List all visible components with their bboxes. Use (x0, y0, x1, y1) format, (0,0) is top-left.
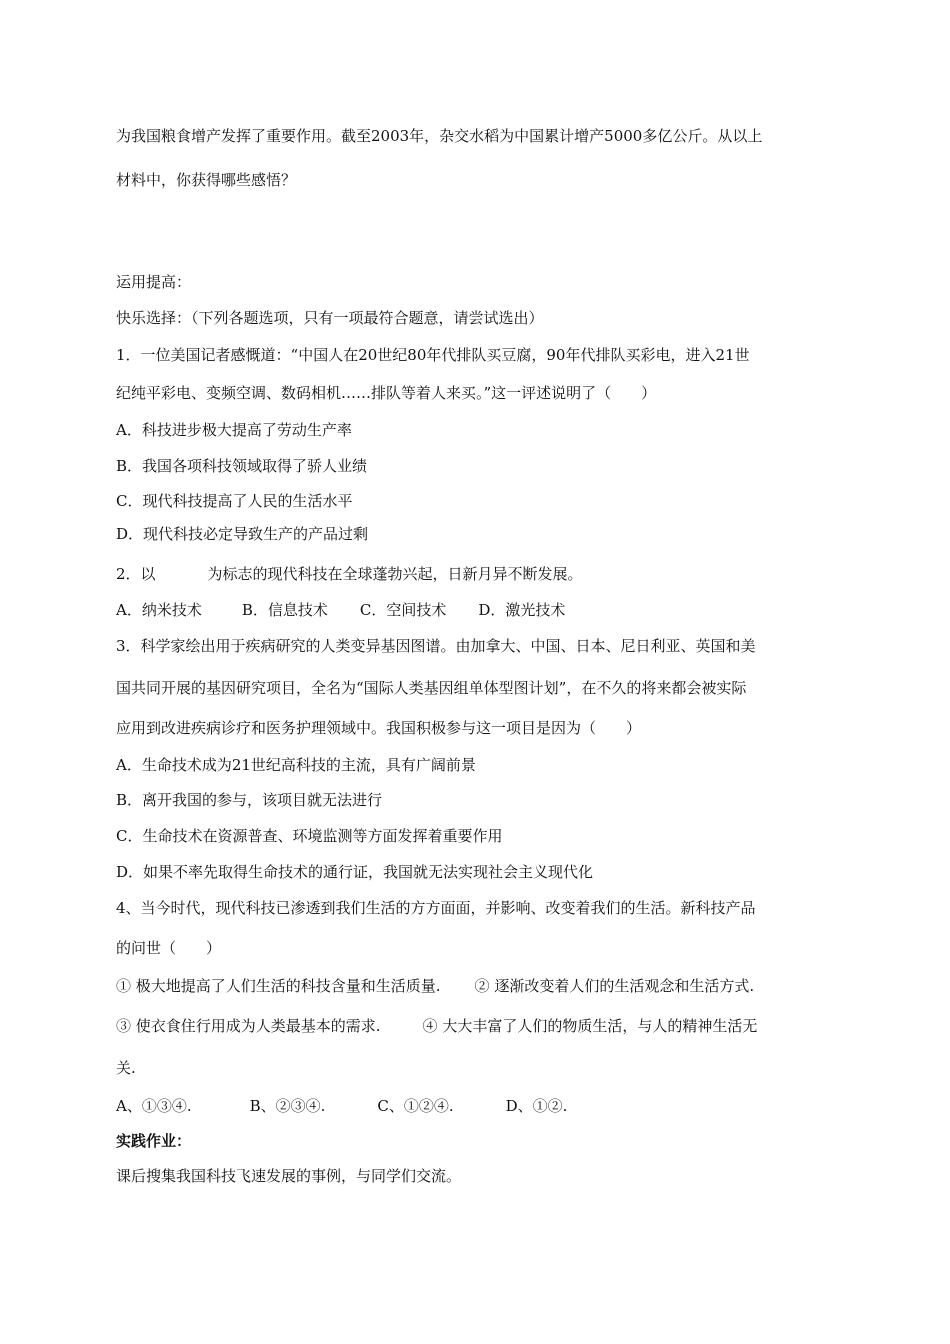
q4-statements-3-4 (116, 1016, 757, 1036)
q1-stem-line-1: 1．一位美国记者感慨道：“中国人在20世纪80年代排队买豆腐，90年代排队买彩电，进入21世 (116, 346, 750, 364)
q1-stem-line-2: 纪纯平彩电、变频空调、数码相机……排队等着人来买。”这一评述说明了（ ） (116, 384, 657, 402)
q3-option-d: D．如果不率先取得生命技术的通行证，我国就无法实现社会主义现代化 (116, 863, 594, 881)
q4-stem-line-1: 4、当今时代，现代科技已渗透到我们生活的方方面面，并影响、改变着我们的生活。新科技产品 (116, 899, 756, 917)
q1-option-d: D．现代科技必定导致生产的产品过剩 (116, 525, 369, 543)
q2-option-d: D．激光技术 (478, 601, 566, 619)
q4-statement-3: ③ 使衣食住行用成为人类最基本的需求. (116, 1017, 381, 1035)
q3-option-a: A．生命技术成为21世纪高科技的主流，具有广阔前景 (116, 756, 476, 774)
q2-option-a: A．纳米技术 (116, 601, 202, 619)
q4-stem-line-2: 的问世（ ） (116, 939, 222, 957)
intro-line-1: 为我国粮食增产发挥了重要作用。截至2003年，杂交水稻为中国累计增产5000多亿公斤。从以上 (116, 127, 763, 145)
q2-options (116, 600, 565, 620)
q2-stem-end: 为标志的现代科技在全球蓬勃兴起，日新月异不断发展。 (207, 565, 583, 583)
q4-statement-1: ① 极大地提高了人们生活的科技含量和生活质量. (116, 977, 441, 995)
q4-statement-2: ② 逐渐改变着人们的生活观念和生活方式. (474, 977, 755, 995)
q4-option-a: A、①③④. (116, 1097, 192, 1115)
q2-stem (116, 564, 583, 584)
q4-options (116, 1096, 567, 1116)
q4-statement-4-continued: 关. (116, 1059, 136, 1077)
q4-statement-4: ④ 大大丰富了人们的物质生活，与人的精神生活无 (422, 1017, 758, 1035)
q4-option-b: B、②③④. (249, 1097, 326, 1115)
q3-option-b: B．离开我国的参与，该项目就无法进行 (116, 791, 383, 809)
instructions: 快乐选择：（下列各题选项，只有一项最符合题意，请尝试选出） (116, 309, 544, 327)
q4-statements-1-2 (116, 976, 754, 996)
q3-stem-line-1: 3．科学家绘出用于疾病研究的人类变异基因图谱。由加拿大、中国、日本、尼日利亚、英国和美 (116, 637, 756, 655)
q1-option-a: A．科技进步极大提高了劳动生产率 (116, 421, 352, 439)
homework-text: 课后搜集我国科技飞速发展的事例，与同学们交流。 (116, 1167, 462, 1185)
q2-option-c: C．空间技术 (359, 601, 447, 619)
homework-title: 实践作业： (116, 1132, 192, 1150)
q3-stem-line-2: 国共同开展的基因研究项目，全名为“国际人类基因组单体型图计划”，在不久的将来都会被实际 (116, 679, 747, 697)
q1-option-b: B．我国各项科技领域取得了骄人业绩 (116, 457, 368, 475)
q3-option-c: C．生命技术在资源普查、环境监测等方面发挥着重要作用 (116, 827, 503, 845)
intro-line-2: 材料中，你获得哪些感悟？ (116, 171, 297, 189)
q4-option-d: D、①②. (505, 1097, 568, 1115)
q3-stem-line-3: 应用到改进疾病诊疗和医务护理领域中。我国积极参与这一项目是因为（ ） (116, 719, 642, 737)
section-heading: 运用提高： (116, 273, 192, 291)
q1-option-c: C．现代科技提高了人民的生活水平 (116, 492, 353, 510)
q2-stem-start: 2．以 (116, 565, 156, 583)
q2-option-b: B．信息技术 (241, 601, 328, 619)
q4-option-c: C、①②④. (377, 1097, 454, 1115)
